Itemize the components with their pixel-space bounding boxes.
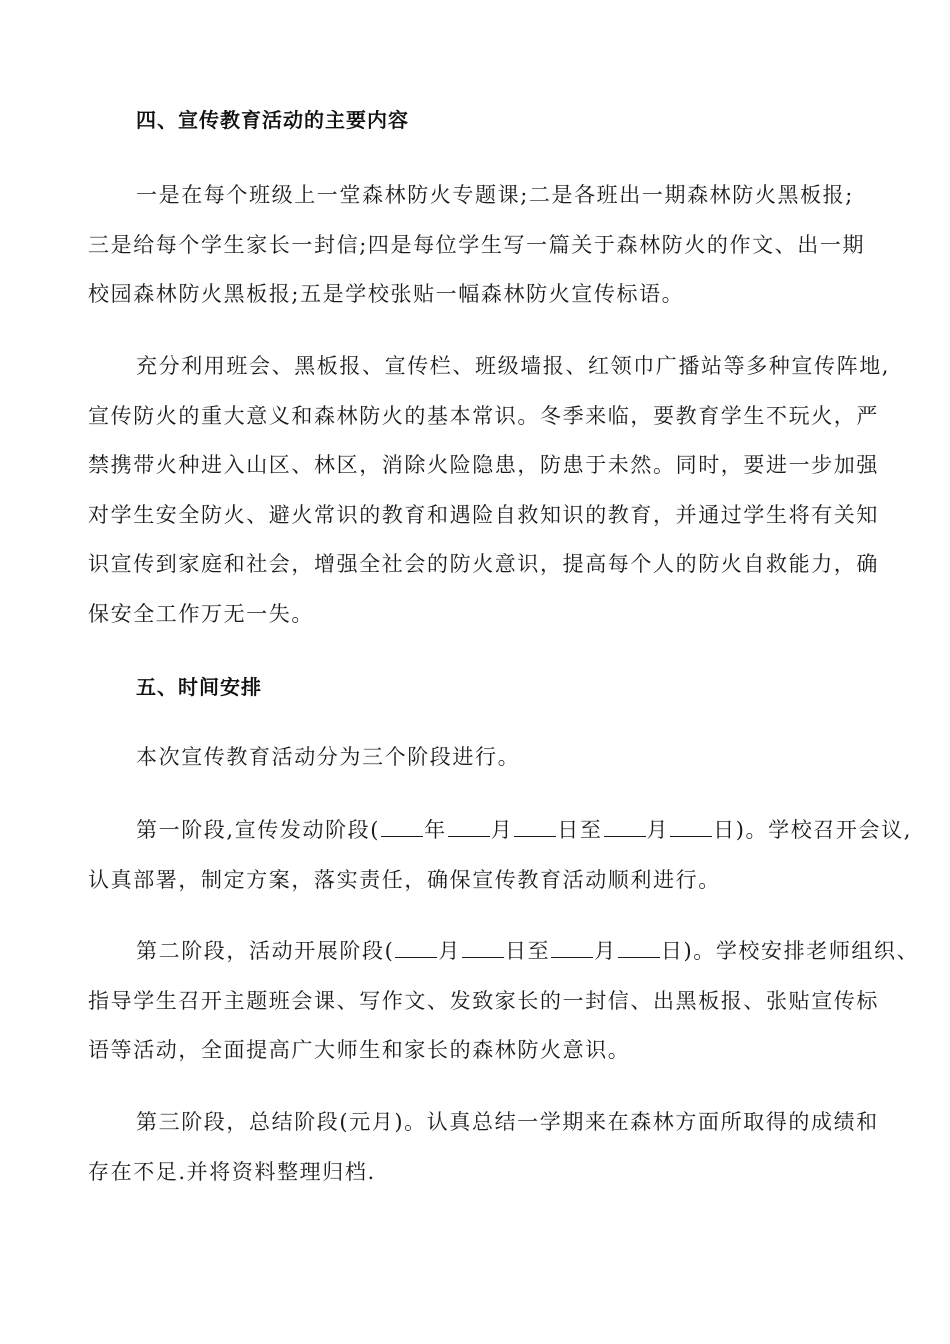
paragraph-line: 宣传防火的重大意义和森林防火的基本常识。冬季来临，要教育学生不玩火，严	[88, 403, 879, 428]
stage-2-suffix: )。学校安排老师组织、	[683, 939, 920, 963]
date-unit: 月	[646, 818, 670, 842]
date-unit: 月	[438, 939, 462, 963]
paragraph-line: 指导学生召开主题班会课、写作文、发致家长的一封信、出黑板报、张贴宣传标	[88, 988, 879, 1013]
paragraph-line: 对学生安全防火、避火常识的教育和遇险自救知识的教育，并通过学生将有关知	[88, 502, 879, 527]
stage-1-paragraph	[88, 806, 912, 905]
paragraph-line: 禁携带火种进入山区、林区，消除火险隐患，防患于未然。同时，要进一步加强	[88, 453, 879, 477]
date-unit: 日至	[557, 818, 603, 842]
date-blank	[462, 937, 504, 958]
paragraph-line: 充分利用班会、黑板报、宣传栏、班级墙报、红领巾广播站等多种宣传阵地,	[136, 354, 891, 378]
paragraph-line: 一是在每个班级上一堂森林防火专题课;二是各班出一期森林防火黑板报;	[136, 183, 854, 207]
date-unit: 月	[594, 939, 617, 963]
paragraph-line: 认真部署，制定方案，落实责任，确保宣传教育活动顺利进行。	[88, 867, 721, 892]
date-unit: 日至	[505, 939, 551, 963]
paragraph-line: 识宣传到家庭和社会，增强全社会的防火意识，提高每个人的防火自救能力，确	[88, 552, 879, 576]
date-blank	[448, 816, 490, 837]
stage-2-paragraph	[88, 927, 920, 1076]
date-unit: 日	[660, 939, 684, 963]
section-4-paragraph-2	[88, 342, 891, 639]
section-5-heading: 五、时间安排	[136, 675, 262, 699]
paragraph-line: 语等活动，全面提高广大师生和家长的森林防火意识。	[88, 1038, 631, 1062]
date-blank	[618, 937, 660, 958]
paragraph-line	[88, 927, 920, 977]
section-4-paragraph-1	[88, 171, 873, 320]
date-blank	[381, 816, 423, 837]
paragraph-line	[88, 806, 912, 856]
section-4-heading: 四、宣传教育活动的主要内容	[136, 108, 409, 132]
paragraph-line: 存在不足.并将资料整理归档.	[88, 1159, 376, 1184]
date-blank	[604, 816, 646, 837]
stage-2-prefix: 第二阶段，活动开展阶段(	[136, 939, 395, 963]
paragraph-line: 本次宣传教育活动分为三个阶段进行。	[136, 745, 521, 769]
paragraph-line: 校园森林防火黑板报;五是学校张贴一幅森林防火宣传标语。	[88, 282, 685, 306]
date-unit: 日	[713, 818, 736, 842]
date-blank	[395, 937, 437, 958]
date-unit: 月	[490, 818, 514, 842]
date-blank	[551, 937, 593, 958]
stage-1-prefix: 第一阶段,宣传发动阶段(	[136, 818, 381, 842]
stage-1-suffix: )。学校召开会议,	[735, 818, 912, 842]
section-5-intro	[88, 733, 873, 783]
paragraph-line: 三是给每个学生家长一封信;四是每位学生写一篇关于森林防火的作文、出一期	[88, 232, 866, 257]
paragraph-line: 第三阶段，总结阶段(元月)。认真总结一学期来在森林方面所取得的成绩和	[136, 1110, 879, 1134]
date-unit: 年	[424, 818, 447, 842]
date-blank	[670, 816, 712, 837]
stage-3-paragraph	[88, 1098, 879, 1197]
paragraph-line: 保安全工作万无一失。	[88, 601, 314, 626]
date-blank	[514, 816, 556, 837]
